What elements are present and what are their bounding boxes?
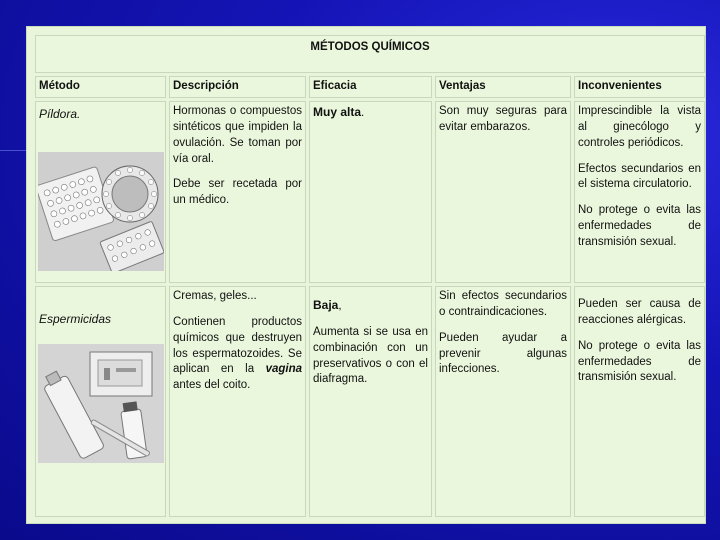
method-name: Espermicidas — [39, 312, 112, 326]
advantages-cell — [435, 286, 571, 517]
description-emphasis: vagina — [265, 363, 303, 376]
efficacy-detail: Aumenta si se usa en combinación con un preservativos o con el diafragma. — [313, 325, 428, 386]
header-disadvantages: Inconvenientes — [574, 76, 705, 98]
description-cell — [169, 101, 306, 283]
disadvantage-text: No protege o evita las enfermedades de transmisión sexual. — [578, 204, 702, 249]
disadvantages-cell — [574, 286, 705, 517]
method-cell — [35, 286, 166, 517]
disadvantage-text: Efectos secundarios en el sistema circulatorio. — [578, 162, 702, 191]
description-text: antes del coito. — [173, 379, 251, 392]
efficacy-value: Muy alta — [313, 105, 362, 119]
header-advantages: Ventajas — [435, 76, 571, 98]
table-row — [35, 286, 705, 517]
chemical-methods-table — [32, 32, 708, 520]
efficacy-cell — [309, 101, 432, 283]
disadvantage-text: Imprescindible la vista al ginecólogo y controles periódicos. — [578, 105, 702, 149]
header-description: Descripción — [169, 76, 306, 98]
spermicide-products-photo — [38, 344, 164, 463]
method-cell — [35, 101, 166, 283]
description-text: Hormonas o compuestos sintéticos que impiden la ovulación. Se toman por vía oral. — [173, 105, 302, 165]
efficacy-suffix: , — [338, 300, 342, 312]
disadvantages-cell — [574, 101, 705, 283]
table-row — [35, 101, 705, 283]
efficacy-value: Baja — [313, 298, 339, 312]
efficacy-cell — [309, 286, 432, 517]
advantage-text: Son muy seguras para evitar embarazos. — [439, 105, 567, 133]
header-efficacy: Eficacia — [309, 76, 432, 98]
description-text: Debe ser recetada por un médico. — [173, 178, 302, 207]
table-title-cell — [35, 35, 705, 73]
slide-panel — [26, 26, 706, 524]
advantages-cell — [435, 101, 571, 283]
table-title: MÉTODOS QUÍMICOS — [310, 41, 430, 53]
header-method: Método — [35, 76, 166, 98]
disadvantage-text: No protege o evita las enfermedades de transmisión sexual. — [578, 339, 702, 384]
method-name: Píldora. — [39, 107, 81, 121]
advantage-text: Pueden ayudar a prevenir algunas infecciones. — [439, 331, 567, 376]
description-cell — [169, 286, 306, 517]
description-text: Cremas, geles... — [173, 290, 257, 302]
advantage-text: Sin efectos secundarios o contraindicaciones. — [439, 290, 567, 318]
header-row — [35, 76, 705, 98]
description-text: Contienen productos químicos que destruyen los espermatozoides. Se aplican en la — [173, 315, 302, 376]
disadvantage-text: Pueden ser causa de reacciones alérgicas. — [578, 298, 702, 326]
pill-blister-packs-photo — [38, 152, 164, 271]
efficacy-suffix: . — [361, 107, 365, 119]
